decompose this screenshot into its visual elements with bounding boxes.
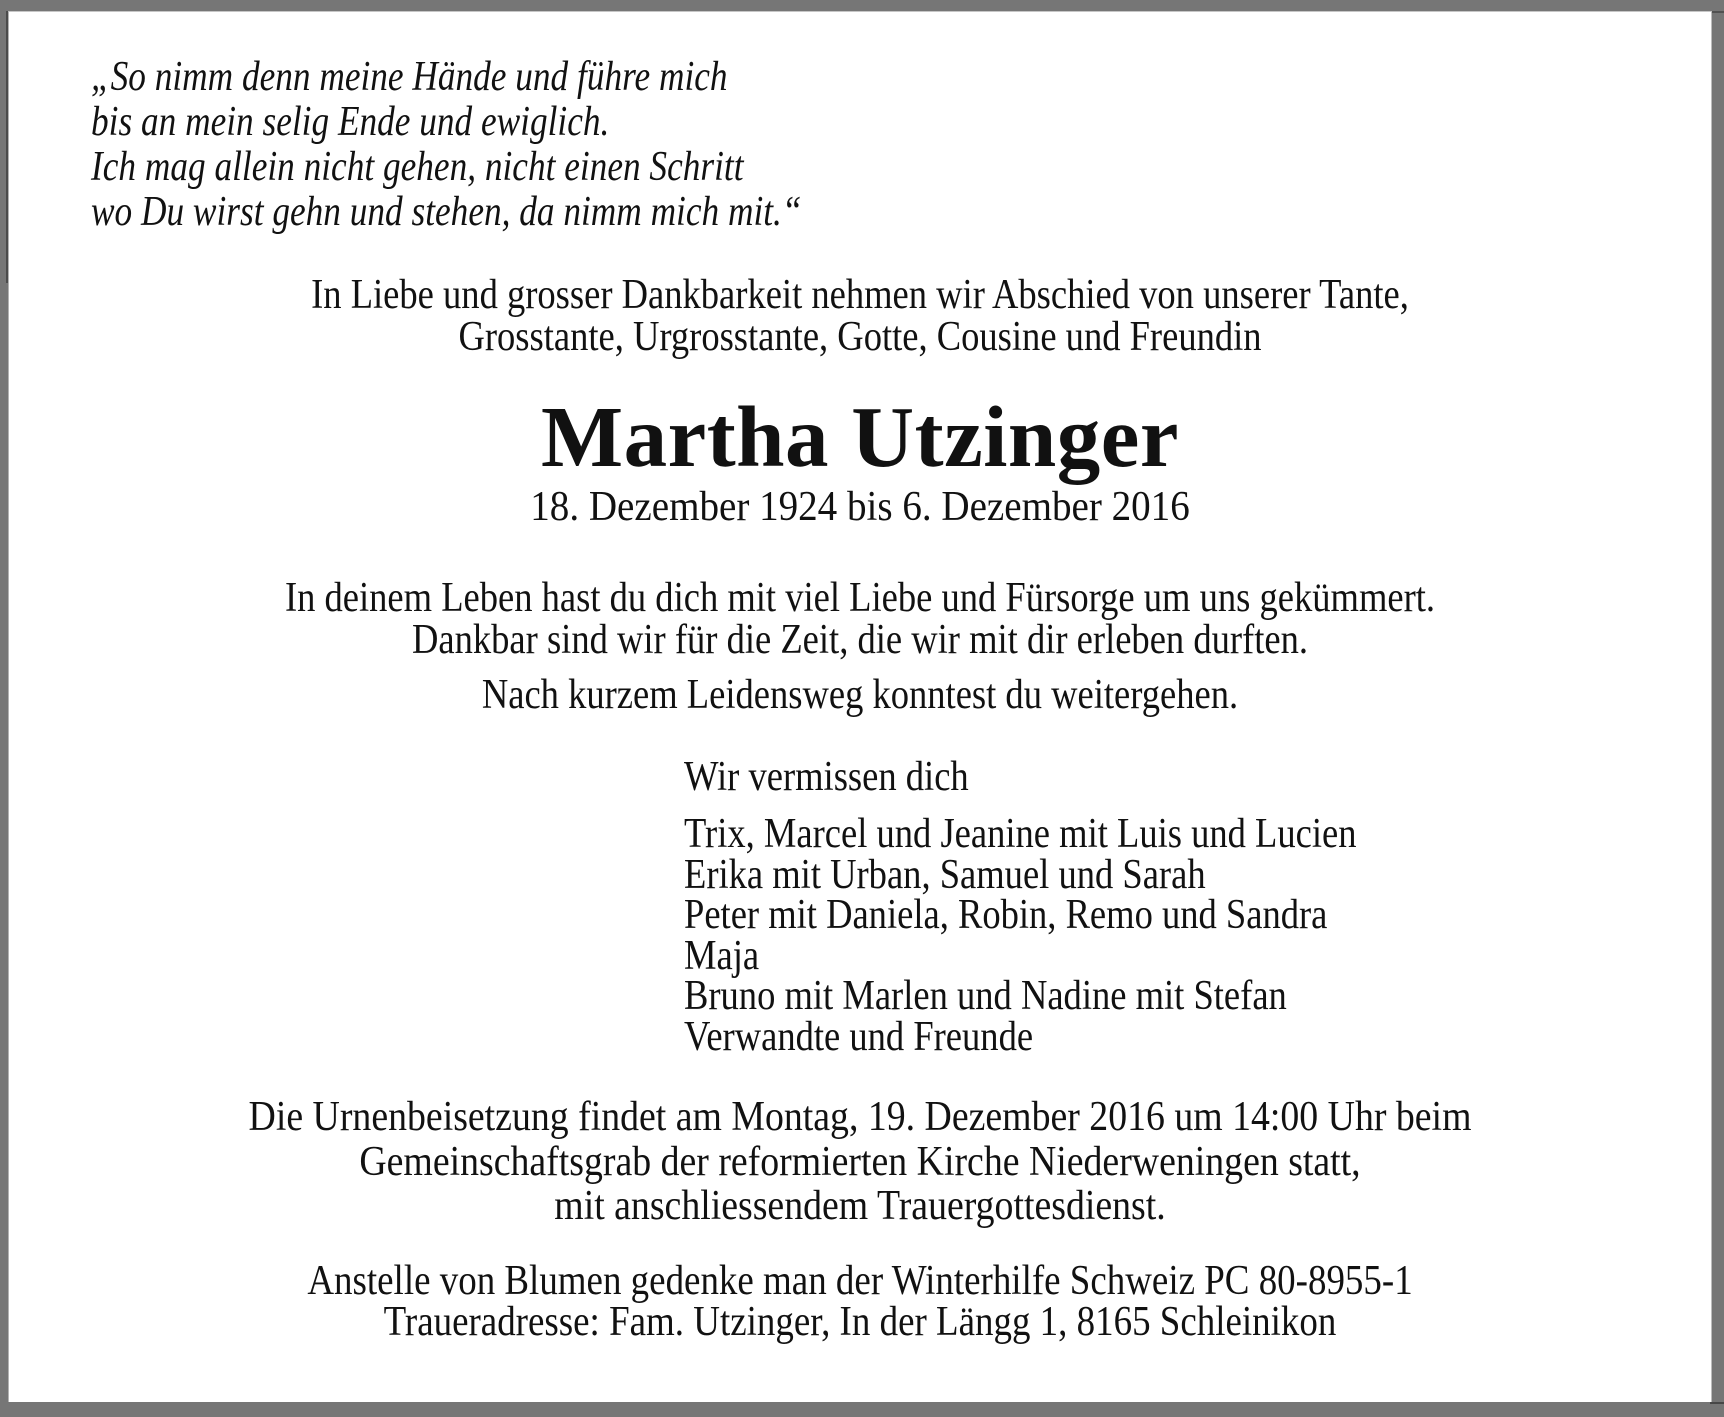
obituary-page (8, 11, 1712, 1402)
ceremony-line: Die Urnenbeisetzung findet am Montag, 19. Dezember 2016 um 14:00 Uhr beim (248, 1094, 1472, 1140)
ceremony-line: Gemeinschaftsgrab der reformierten Kirche Niederweningen statt, (359, 1138, 1361, 1185)
page-edge-shadow-right (1712, 11, 1724, 13)
mourner-line: Verwandte und Freunde (684, 1013, 1034, 1060)
intro-line: In Liebe und grosser Dankbarkeit nehmen wir Abschied von unserer Tante, (311, 272, 1409, 318)
donation-line: Traueradresse: Fam. Utzinger, In der Längg 1, 8165 Schleinikon (383, 1299, 1337, 1345)
quote-line: bis an mein selig Ende und ewiglich. (91, 99, 610, 145)
missing-line: Wir vermissen dich (684, 754, 969, 800)
mourner-line: Erika mit Urban, Samuel und Sarah (684, 851, 1206, 898)
page-edge-shadow-left (6, 11, 8, 283)
mourner-line: Peter mit Daniela, Robin, Remo und Sandra (684, 892, 1328, 938)
quote-line: „So nimm denn meine Hände und führe mich (91, 54, 728, 100)
tribute-block (120, 577, 1601, 661)
donation-line: Anstelle von Blumen gedenke man der Winterhilfe Schweiz PC 80-8955-1 (307, 1258, 1413, 1304)
passing-line: Nach kurzem Leidensweg konntest du weitergehen. (481, 672, 1239, 718)
tribute-line: Dankbar sind wir für die Zeit, die wir mit dir erleben durften. (412, 617, 1308, 663)
donations-block (111, 1258, 1609, 1345)
quote-block (91, 55, 801, 235)
mourner-line: Bruno mit Marlen und Nadine mit Stefan (684, 973, 1287, 1019)
page-edge-shadow-bottom (1710, 1402, 1724, 1404)
mourner-line: Trix, Marcel und Jeanine mit Luis und Lucien (684, 811, 1357, 857)
ceremony-block (94, 1095, 1626, 1229)
tribute-line: In deinem Leben hast du dich mit viel Liebe und Fürsorge um uns gekümmert. (284, 575, 1436, 621)
mourner-line: Maja (684, 932, 760, 979)
mourners-block (684, 811, 1357, 1060)
quote-line: wo Du wirst gehn und stehen, da nimm mich mit.“ (91, 189, 802, 235)
quote-line: Ich mag allein nicht gehen, nicht einen Schritt (91, 144, 744, 190)
ceremony-line: mit anschliessendem Trauergottesdienst. (554, 1183, 1166, 1229)
intro-block (120, 274, 1601, 358)
intro-line: Grosstante, Urgrosstante, Gotte, Cousine und Freundin (458, 314, 1262, 360)
deceased-name: Martha Utzinger (540, 388, 1180, 485)
life-dates: 18. Dezember 1924 bis 6. Dezember 2016 (530, 484, 1190, 530)
